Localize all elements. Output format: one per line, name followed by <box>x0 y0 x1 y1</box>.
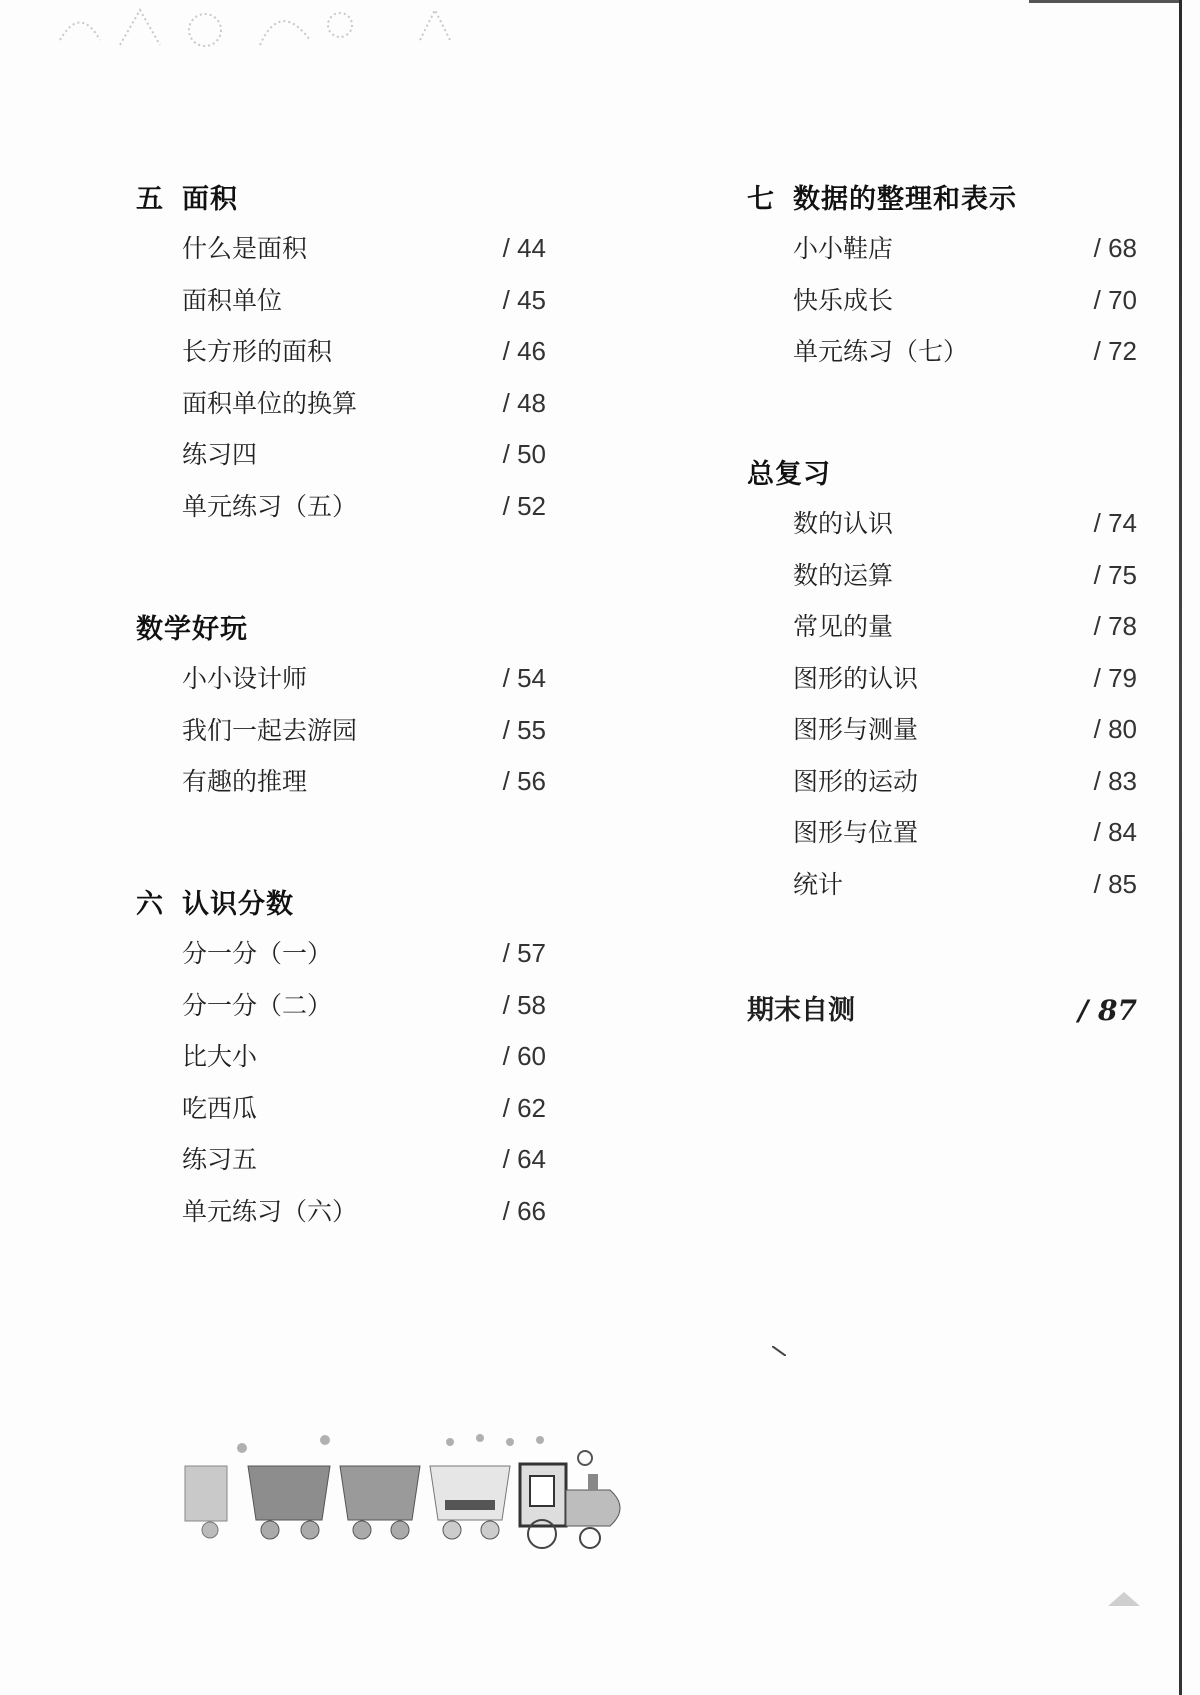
toc-entry[interactable] <box>136 326 546 378</box>
entry-label: 比大小 <box>182 1042 258 1071</box>
entry-label: 图形的认识 <box>793 663 919 693</box>
entry-page-number: / 62 <box>502 1092 546 1123</box>
flower-decor <box>237 1434 592 1465</box>
toc-entry[interactable] <box>136 1083 546 1135</box>
entry-page-number: / 72 <box>1093 336 1137 366</box>
entry-page-number: / 75 <box>1093 559 1137 590</box>
section-number: 七 <box>747 184 775 215</box>
entry-label: 数的运算 <box>793 560 894 590</box>
section-heading <box>747 455 1137 495</box>
entry-label: 面积单位的换算 <box>182 388 358 418</box>
entry-page-number: / 79 <box>1093 662 1137 693</box>
entry-label: 小小设计师 <box>182 664 308 693</box>
entry-label: 分一分（二） <box>182 990 333 1020</box>
toc-entry[interactable] <box>747 223 1137 275</box>
train-illustration <box>180 1430 640 1555</box>
entry-page-number: / 48 <box>502 387 546 418</box>
toc-entry[interactable] <box>136 275 546 327</box>
entry-label: 图形与位置 <box>793 818 919 847</box>
entry-page-number: / 55 <box>502 714 546 745</box>
toc-entry[interactable] <box>747 756 1137 808</box>
entry-label: 吃西瓜 <box>182 1093 258 1123</box>
section-heading <box>136 885 546 925</box>
entry-page-number: / 74 <box>1093 508 1137 538</box>
entry-label: 快乐成长 <box>793 285 894 315</box>
toc-entry[interactable] <box>136 223 546 275</box>
entry-label: 常见的量 <box>793 612 894 641</box>
section-title: 总复习 <box>747 459 831 490</box>
entry-page-number: / 50 <box>502 439 546 469</box>
section-heading <box>747 180 1137 220</box>
toc-entry[interactable] <box>747 807 1137 859</box>
section-title: 数据的整理和表示 <box>793 184 1017 215</box>
entry-label: 单元练习（七） <box>793 337 969 366</box>
entry-page-number: / 78 <box>1093 611 1137 641</box>
entry-page-number: / 68 <box>1093 233 1137 263</box>
final-exam-title: 期末自测 <box>747 995 855 1026</box>
entry-page-number: / 70 <box>1093 284 1137 315</box>
toc-entry[interactable] <box>747 550 1137 602</box>
scan-page-edge-top <box>1029 0 1179 3</box>
entry-label: 分一分（一） <box>182 939 333 968</box>
toc-entry[interactable] <box>747 859 1137 911</box>
entry-page-number: / 84 <box>1093 817 1137 847</box>
section-heading <box>136 610 546 650</box>
section-heading <box>136 180 546 220</box>
entry-page-number: / 57 <box>502 938 546 968</box>
train-car-3 <box>340 1466 420 1539</box>
toc-section-math-fun <box>136 610 546 808</box>
entry-label: 小小鞋店 <box>793 234 894 263</box>
entry-label: 练习五 <box>182 1145 258 1174</box>
scan-page-edge <box>1179 0 1182 1695</box>
toc-entry[interactable] <box>136 928 546 980</box>
toc-entry[interactable] <box>136 429 546 481</box>
final-exam-page-number: / 87 <box>1078 994 1137 1027</box>
entry-label: 我们一起去游园 <box>182 715 358 745</box>
section-number: 六 <box>136 889 164 920</box>
entry-label: 统计 <box>793 869 844 899</box>
entry-page-number: / 45 <box>502 284 546 315</box>
entry-page-number: / 60 <box>502 1041 546 1071</box>
entry-page-number: / 56 <box>502 766 546 796</box>
toc-entry[interactable] <box>136 1134 546 1186</box>
entry-page-number: / 64 <box>502 1144 546 1174</box>
corner-decoration <box>1108 1592 1140 1606</box>
entry-label: 面积单位 <box>182 285 283 315</box>
entry-label: 单元练习（六） <box>182 1196 358 1226</box>
entry-page-number: / 66 <box>502 1195 546 1226</box>
section-title: 认识分数 <box>182 889 294 920</box>
toc-section-review <box>747 455 1137 910</box>
train-engine <box>520 1464 620 1548</box>
entry-page-number: / 58 <box>502 989 546 1020</box>
toc-entry[interactable] <box>747 498 1137 550</box>
train-car-2 <box>248 1466 330 1539</box>
entry-page-number: / 46 <box>502 336 546 366</box>
toc-entry[interactable] <box>136 1031 546 1083</box>
train-car-1 <box>185 1466 227 1538</box>
toc-entry[interactable] <box>747 704 1137 756</box>
toc-section-data <box>747 180 1137 378</box>
section-title: 面积 <box>182 184 238 215</box>
entry-label: 单元练习（五） <box>182 491 358 521</box>
entry-label: 图形与测量 <box>793 715 919 744</box>
section-number: 五 <box>136 184 164 215</box>
toc-section-fractions <box>136 885 546 1237</box>
entry-page-number: / 80 <box>1093 714 1137 744</box>
toc-section-area <box>136 180 546 532</box>
entry-label: 什么是面积 <box>182 234 308 263</box>
scan-speck <box>772 1346 786 1356</box>
toc-entry[interactable] <box>136 378 546 430</box>
entry-page-number: / 52 <box>502 490 546 521</box>
entry-label: 长方形的面积 <box>182 337 333 366</box>
toc-entry[interactable] <box>136 756 546 808</box>
section-title: 数学好玩 <box>136 614 248 645</box>
entry-page-number: / 85 <box>1093 868 1137 899</box>
toc-entry[interactable] <box>136 1186 546 1238</box>
toc-entry[interactable] <box>136 653 546 705</box>
toc-entry[interactable] <box>747 653 1137 705</box>
toc-entry[interactable] <box>136 481 546 533</box>
toc-final-exam[interactable] <box>747 989 1137 1033</box>
entry-label: 数的认识 <box>793 509 894 538</box>
entry-page-number: / 83 <box>1093 765 1137 796</box>
entry-label: 有趣的推理 <box>182 767 308 796</box>
faded-top-decoration <box>40 0 460 60</box>
entry-page-number: / 44 <box>502 233 546 263</box>
toc-entry[interactable] <box>747 601 1137 653</box>
entry-page-number: / 54 <box>502 663 546 693</box>
toc-entry[interactable] <box>136 980 546 1032</box>
entry-label: 图形的运动 <box>793 766 919 796</box>
train-car-4 <box>430 1466 510 1539</box>
toc-entry[interactable] <box>747 275 1137 327</box>
toc-entry[interactable] <box>747 326 1137 378</box>
entry-label: 练习四 <box>182 440 258 469</box>
toc-entry[interactable] <box>136 705 546 757</box>
